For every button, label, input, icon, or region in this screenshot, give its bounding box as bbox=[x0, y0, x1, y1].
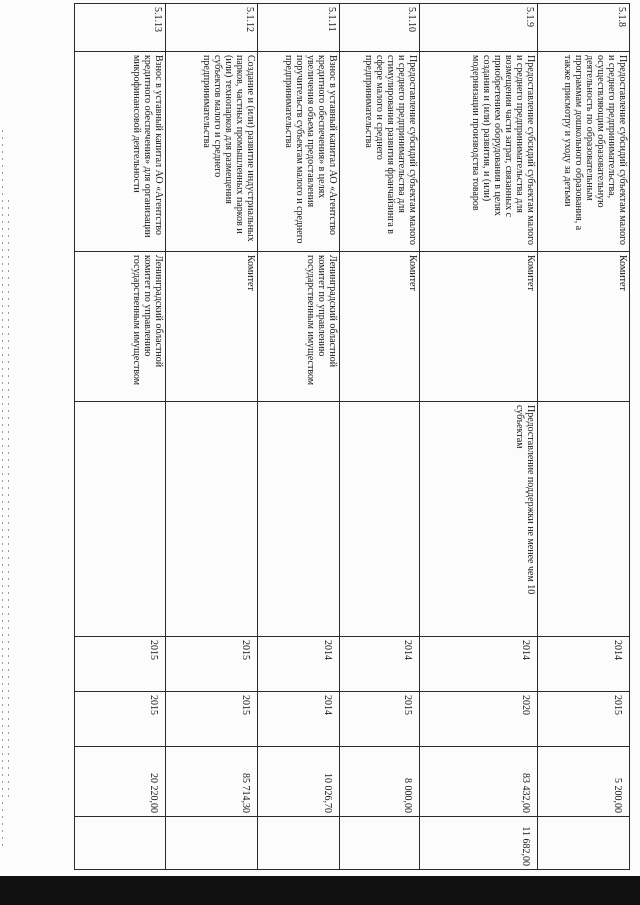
start-year: 2014 bbox=[538, 637, 630, 692]
expected-result: Предоставление поддержки не менее чем 10 субъектам bbox=[420, 402, 538, 637]
start-year: 2015 bbox=[75, 637, 166, 692]
table-row bbox=[538, 4, 630, 870]
end-year: 2015 bbox=[340, 692, 420, 747]
measure-name: Создание и (или) развитие индустриальных парков, частных промышленных парков и (или) технопарков для размещения субъектов малого и среднего предпринимательства bbox=[166, 52, 258, 252]
table-row bbox=[420, 4, 538, 870]
funding-extra bbox=[538, 817, 630, 870]
expected-result bbox=[166, 402, 258, 637]
program-measures-table bbox=[74, 3, 630, 870]
row-number: 5.1.12 bbox=[166, 4, 258, 52]
start-year: 2014 bbox=[420, 637, 538, 692]
funding-extra: 11 682,00 bbox=[420, 817, 538, 870]
funding-total: 5 200,00 bbox=[538, 747, 630, 817]
end-year: 2015 bbox=[538, 692, 630, 747]
funding-total: 85 714,30 bbox=[166, 747, 258, 817]
executor: Комитет bbox=[166, 252, 258, 402]
row-number: 5.1.11 bbox=[258, 4, 340, 52]
expected-result bbox=[340, 402, 420, 637]
end-year: 2014 bbox=[258, 692, 340, 747]
funding-total: 8 000,00 bbox=[340, 747, 420, 817]
expected-result bbox=[258, 402, 340, 637]
scan-bottom-border bbox=[0, 876, 640, 905]
funding-extra bbox=[258, 817, 340, 870]
funding-extra bbox=[166, 817, 258, 870]
funding-extra bbox=[340, 817, 420, 870]
start-year: 2014 bbox=[340, 637, 420, 692]
row-number: 5.1.13 bbox=[75, 4, 166, 52]
rotated-table-wrapper bbox=[75, 3, 630, 869]
table-row bbox=[258, 4, 340, 870]
table-row bbox=[340, 4, 420, 870]
end-year: 2015 bbox=[75, 692, 166, 747]
executor: Комитет bbox=[420, 252, 538, 402]
measure-name: Предоставление субсидий субъектам малого и среднего предпринимательства, осуществляющим образовательную деятельность по образовательным программам дошкольного образования, а также присмотру и уходу за детьми bbox=[538, 52, 630, 252]
funding-total: 10 026,70 bbox=[258, 747, 340, 817]
funding-total: 83 432,00 bbox=[420, 747, 538, 817]
measure-name: Взнос в уставный капитал АО «Агентство кредитного обеспечения» в целях увеличения объема предоставления поручительств субъектам малого и среднего предпринимательства bbox=[258, 52, 340, 252]
row-number: 5.1.9 bbox=[420, 4, 538, 52]
start-year: 2015 bbox=[166, 637, 258, 692]
scan-edge-noise bbox=[8, 200, 9, 800]
expected-result bbox=[75, 402, 166, 637]
start-year: 2014 bbox=[258, 637, 340, 692]
executor: Ленинградский областной комитет по управлению государственным имуществом bbox=[258, 252, 340, 402]
executor: Комитет bbox=[340, 252, 420, 402]
row-number: 5.1.10 bbox=[340, 4, 420, 52]
funding-extra bbox=[75, 817, 166, 870]
end-year: 2015 bbox=[166, 692, 258, 747]
scan-edge-noise bbox=[2, 130, 3, 850]
measure-name: Предоставление субсидий субъектам малого и среднего предпринимательства для возмещения части затрат, связанных с приобретением оборудования в целях создания и (или) развития, и (или) модернизации производства товаров bbox=[420, 52, 538, 252]
table-row bbox=[75, 4, 166, 870]
measure-name: Взнос в уставный капитал АО «Агентство кредитного обеспечения» для организации микрофинансовой деятельности bbox=[75, 52, 166, 252]
expected-result bbox=[538, 402, 630, 637]
end-year: 2020 bbox=[420, 692, 538, 747]
executor: Ленинградский областной комитет по управлению государственным имуществом bbox=[75, 252, 166, 402]
funding-total: 20 220,00 bbox=[75, 747, 166, 817]
measure-name: Предоставление субсидий субъектам малого и среднего предпринимательства для стимулирования развития франчайзинга в сфере малого и среднего предпринимательства bbox=[340, 52, 420, 252]
row-number: 5.1.8 bbox=[538, 4, 630, 52]
executor: Комитет bbox=[538, 252, 630, 402]
table-row bbox=[166, 4, 258, 870]
